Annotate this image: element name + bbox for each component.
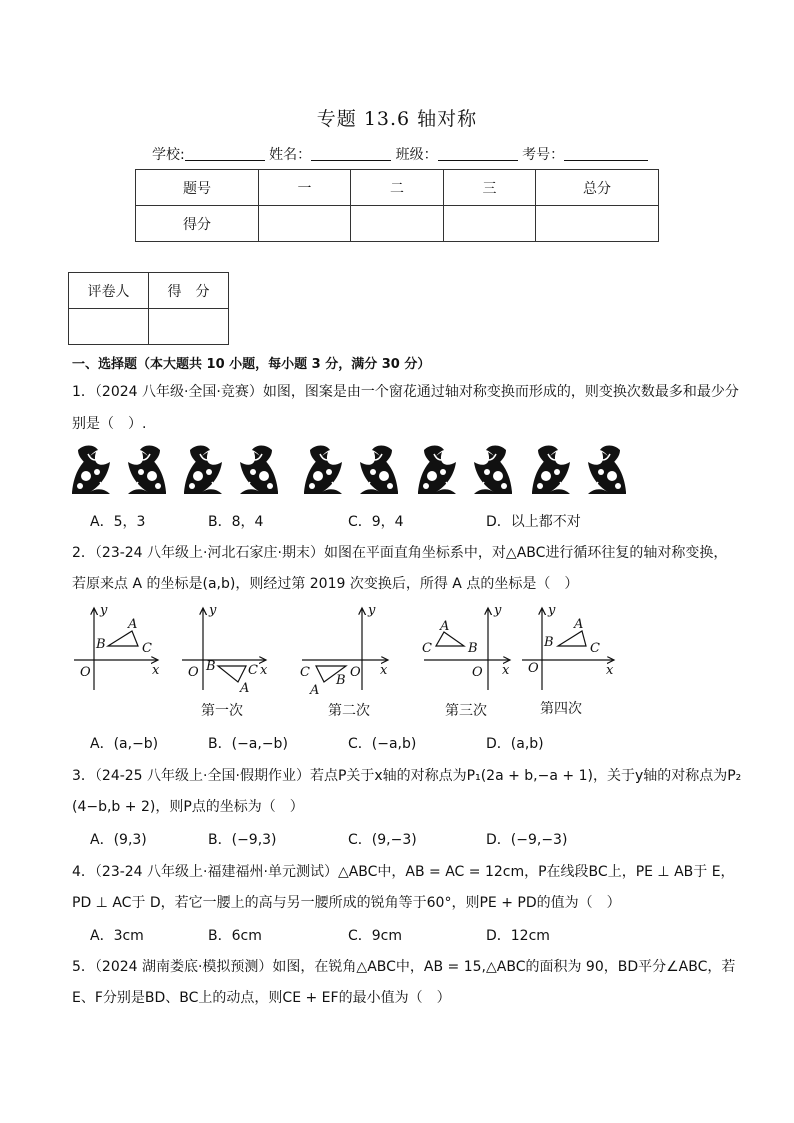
section-heading: 一、选择题（本大题共 10 小题，每小题 3 分，满分 30 分） xyxy=(72,357,431,372)
question-2-line-2: 若原来点 A 的坐标是(a,b)，则经过第 2019 次变换后，所得 A 点的坐标是（ ） xyxy=(72,576,579,592)
grader-score-cell[interactable] xyxy=(149,309,229,345)
figure-original xyxy=(74,604,160,690)
exam-no-field[interactable] xyxy=(564,146,648,161)
caption-first: 第一次 xyxy=(201,703,243,719)
fig1-a-label: A xyxy=(240,681,250,696)
ornament-2 xyxy=(128,446,166,495)
fig2-b-label: B xyxy=(336,673,346,688)
ornament-10 xyxy=(588,446,626,495)
ornament-7 xyxy=(418,446,456,495)
name-label: 姓名： xyxy=(269,147,312,163)
fig0-b-label: B xyxy=(96,637,106,652)
caption-second: 第二次 xyxy=(328,703,370,719)
q4-option-c[interactable]: C．9cm xyxy=(348,928,403,944)
ornament-6 xyxy=(360,446,398,495)
ornament-5 xyxy=(304,446,342,495)
question-4-line-2: PD ⊥ AC于 D，若它一腰上的高与另一腰所成的锐角等于60°，则PE + PD的值为（ ） xyxy=(72,895,621,911)
fig2-a-label: A xyxy=(310,683,320,698)
fig2-c-label: C xyxy=(300,665,310,680)
window-flower-pattern xyxy=(70,442,630,498)
ornament-3 xyxy=(184,446,222,495)
class-field[interactable] xyxy=(438,146,518,161)
q1-option-d[interactable]: D．以上都不对 xyxy=(486,514,581,530)
score-header-cell: 二 xyxy=(351,170,444,206)
fig3-x-label: x xyxy=(502,663,510,678)
exam-no-label: 考号： xyxy=(522,147,565,163)
question-4-line-1: 4．（23-24 八年级上·福建福州·单元测试）△ABC中，AB = AC = 12cm，P在线段BC上，PE ⊥ AB于 E， xyxy=(72,864,735,880)
q2-coordinate-figures xyxy=(70,604,630,700)
question-3-line-1: 3．（24-25 八年级上·全国·假期作业）若点P关于x轴的对称点为P₁(2a + b,−a + 1)，关于y轴的对称点为P₂ xyxy=(72,768,742,784)
fig4-x-label: x xyxy=(606,663,614,678)
q3-option-d[interactable]: D．(−9,−3) xyxy=(486,832,568,848)
fig3-y-label: y xyxy=(494,604,502,618)
q4-option-d[interactable]: D．12cm xyxy=(486,928,550,944)
caption-third: 第三次 xyxy=(445,703,487,719)
question-1-line-2: 别是（ ）. xyxy=(72,416,147,432)
fig0-a-label: A xyxy=(128,617,138,632)
fig1-y-label: y xyxy=(209,604,217,618)
figure-third xyxy=(422,604,510,690)
fig0-o-label: O xyxy=(80,665,91,680)
score-cell[interactable] xyxy=(259,206,351,242)
question-5-line-1: 5．（2024 湖南娄底·模拟预测）如图，在锐角△ABC中，AB = 15,△ABC的面积为 90，BD平分∠ABC，若 xyxy=(72,959,736,975)
score-table xyxy=(135,169,659,242)
question-5-line-2: E、F分别是BD、BC上的动点，则CE + EF的最小值为（ ） xyxy=(72,990,451,1006)
score-cell[interactable] xyxy=(536,206,659,242)
fig3-c-label: C xyxy=(422,641,432,656)
fig4-o-label: O xyxy=(528,661,539,676)
score-header-cell: 总分 xyxy=(536,170,659,206)
q4-option-a[interactable]: A．3cm xyxy=(90,928,144,944)
score-header-cell: 一 xyxy=(259,170,351,206)
figure-first xyxy=(182,604,268,696)
fig1-c-label: C xyxy=(248,663,258,678)
fig4-c-label: C xyxy=(590,641,600,656)
student-info-line xyxy=(152,144,648,164)
fig4-b-label: B xyxy=(544,635,554,650)
score-header-cell: 三 xyxy=(444,170,536,206)
q2-option-d[interactable]: D．(a,b) xyxy=(486,736,544,752)
q4-option-b[interactable]: B．6cm xyxy=(208,928,262,944)
fig1-o-label: O xyxy=(188,665,199,680)
score-header-cell: 题号 xyxy=(136,170,259,206)
fig0-x-label: x xyxy=(152,663,160,678)
q2-option-b[interactable]: B．(−a,−b) xyxy=(208,736,288,752)
class-label: 班级： xyxy=(395,147,438,163)
score-row-label: 得分 xyxy=(136,206,259,242)
q1-option-c[interactable]: C．9，4 xyxy=(348,514,404,530)
page-title: 专题 13.6 轴对称 xyxy=(316,108,478,130)
fig4-y-label: y xyxy=(548,604,556,618)
grader-score-label: 得 分 xyxy=(149,273,229,309)
score-cell[interactable] xyxy=(351,206,444,242)
q1-option-b[interactable]: B．8，4 xyxy=(208,514,264,530)
school-label: 学校: xyxy=(152,147,185,163)
fig4-a-label: A xyxy=(574,617,584,632)
fig0-c-label: C xyxy=(142,641,152,656)
q3-option-b[interactable]: B．(−9,3) xyxy=(208,832,277,848)
fig2-y-label: y xyxy=(368,604,376,618)
fig1-b-label: B xyxy=(206,659,216,674)
grader-cell[interactable] xyxy=(69,309,149,345)
figure-fourth xyxy=(522,604,614,690)
q3-option-c[interactable]: C．(9,−3) xyxy=(348,832,417,848)
fig2-o-label: O xyxy=(350,665,361,680)
grader-label: 评卷人 xyxy=(69,273,149,309)
score-cell[interactable] xyxy=(444,206,536,242)
name-field[interactable] xyxy=(311,146,391,161)
fig3-b-label: B xyxy=(468,641,478,656)
question-2-line-1: 2．（23-24 八年级上·河北石家庄·期末）如图在平面直角坐标系中，对△ABC进行循环往复的轴对称变换， xyxy=(72,545,728,561)
fig1-x-label: x xyxy=(260,663,268,678)
q3-option-a[interactable]: A．(9,3) xyxy=(90,832,147,848)
fig0-y-label: y xyxy=(100,604,108,618)
figure-second xyxy=(300,604,388,698)
ornament-4 xyxy=(240,446,278,495)
ornament-1 xyxy=(72,446,110,495)
question-1-line-1: 1．（2024 八年级·全国·竞赛）如图，图案是由一个窗花通过轴对称变换而形成的，则变换次数最多和最少分 xyxy=(72,384,739,400)
q1-option-a[interactable]: A．5，3 xyxy=(90,514,146,530)
caption-fourth: 第四次 xyxy=(540,701,582,717)
q2-option-a[interactable]: A．(a,−b) xyxy=(90,736,159,752)
question-3-line-2: (4−b,b + 2)，则P点的坐标为（ ） xyxy=(72,799,304,815)
q2-option-c[interactable]: C．(−a,b) xyxy=(348,736,417,752)
fig3-o-label: O xyxy=(472,665,483,680)
ornament-9 xyxy=(532,446,570,495)
school-field[interactable] xyxy=(185,146,265,161)
ornament-8 xyxy=(474,446,512,495)
fig2-x-label: x xyxy=(380,663,388,678)
grader-table xyxy=(68,272,229,345)
fig3-a-label: A xyxy=(440,619,450,634)
